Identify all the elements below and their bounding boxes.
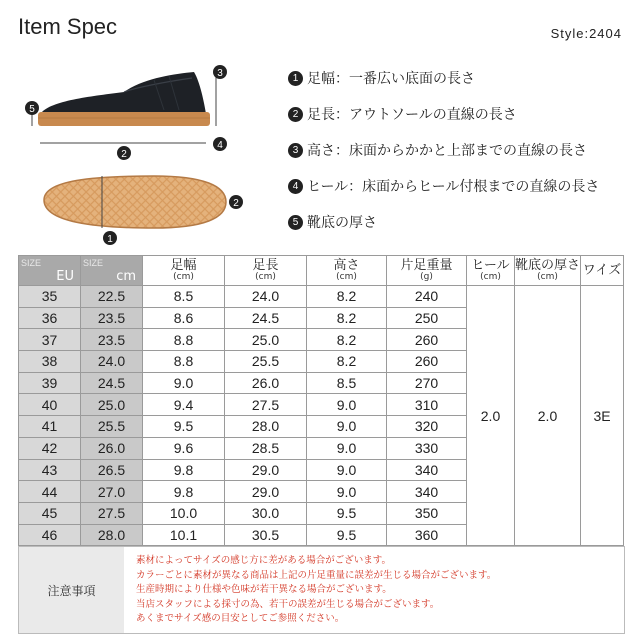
svg-text:2: 2 <box>233 198 239 209</box>
note-line: 当店スタッフによる採寸の為、若干の誤差が生じる場合がございます。 <box>136 598 440 610</box>
header-width: 足幅 (cm) <box>143 256 225 286</box>
note-line: カラーごとに素材が異なる商品は上記の片足重量に誤差が生じる場合がございます。 <box>136 569 497 581</box>
size-eu-cell: 35 <box>19 286 81 308</box>
header-size-cm: SIZE cm <box>81 256 143 286</box>
length-cell: 29.0 <box>225 459 307 481</box>
size-eu-cell: 46 <box>19 524 81 546</box>
number-3-icon: 3 <box>288 143 303 158</box>
legend-text: ヒール：床面からヒール付根までの直線の長さ <box>307 179 600 195</box>
legend-text: 靴底の厚さ <box>307 215 377 231</box>
weight-cell: 360 <box>387 524 467 546</box>
size-eu-cell: 38 <box>19 351 81 373</box>
weight-cell: 260 <box>387 351 467 373</box>
weight-cell: 340 <box>387 481 467 503</box>
svg-text:3: 3 <box>217 68 223 79</box>
size-eu-cell: 40 <box>19 394 81 416</box>
shoe-side-image <box>38 72 210 126</box>
height-cell: 9.0 <box>307 459 387 481</box>
notes-body <box>124 547 624 633</box>
height-cell: 8.2 <box>307 286 387 308</box>
table-row <box>19 286 624 308</box>
shoe-diagram <box>14 52 264 252</box>
height-cell: 8.2 <box>307 307 387 329</box>
width-cell: 8.6 <box>143 307 225 329</box>
width-cell: 10.1 <box>143 524 225 546</box>
page-title: Item Spec <box>18 14 118 39</box>
header-length: 足長 (cm) <box>225 256 307 286</box>
size-eu-cell: 42 <box>19 437 81 459</box>
width-cell: 10.0 <box>143 502 225 524</box>
svg-text:5: 5 <box>29 104 35 115</box>
width-cell: 9.5 <box>143 416 225 438</box>
size-cm-cell: 23.5 <box>81 307 143 329</box>
marker-4-icon <box>213 137 227 151</box>
height-cell: 9.0 <box>307 437 387 459</box>
marker-2-top-icon <box>117 146 131 160</box>
width-cell: 8.5 <box>143 286 225 308</box>
weight-cell: 330 <box>387 437 467 459</box>
width-cell: 8.8 <box>143 351 225 373</box>
height-cell: 9.5 <box>307 524 387 546</box>
size-eu-cell: 37 <box>19 329 81 351</box>
size-spec-table <box>18 255 624 546</box>
measurement-legend <box>288 60 633 240</box>
size-eu-cell: 41 <box>19 416 81 438</box>
length-cell: 24.5 <box>225 307 307 329</box>
legend-text: 足長：アウトソールの直線の長さ <box>307 107 517 123</box>
legend-item-width <box>288 60 633 96</box>
legend-item-height <box>288 132 633 168</box>
notes-box <box>18 546 625 634</box>
width-cell: 9.8 <box>143 481 225 503</box>
length-cell: 24.0 <box>225 286 307 308</box>
size-cm-cell: 28.0 <box>81 524 143 546</box>
size-eu-cell: 43 <box>19 459 81 481</box>
header-height: 高さ (cm) <box>307 256 387 286</box>
length-cell: 30.0 <box>225 502 307 524</box>
height-cell: 8.2 <box>307 329 387 351</box>
length-cell: 30.5 <box>225 524 307 546</box>
size-cm-cell: 26.0 <box>81 437 143 459</box>
number-1-icon: 1 <box>288 71 303 86</box>
marker-3-icon <box>213 65 227 79</box>
svg-text:4: 4 <box>217 140 223 151</box>
heel-cell: 2.0 <box>467 286 515 546</box>
height-cell: 9.5 <box>307 502 387 524</box>
legend-text: 高さ：床面からかかと上部までの直線の長さ <box>307 143 587 159</box>
height-cell: 8.2 <box>307 351 387 373</box>
length-cell: 25.5 <box>225 351 307 373</box>
width-cell: 8.8 <box>143 329 225 351</box>
size-cm-cell: 24.5 <box>81 372 143 394</box>
width-cell: 9.0 <box>143 372 225 394</box>
legend-item-heel <box>288 168 633 204</box>
header-weight: 片足重量 (g) <box>387 256 467 286</box>
size-eu-cell: 45 <box>19 502 81 524</box>
size-cm-cell: 23.5 <box>81 329 143 351</box>
length-cell: 28.5 <box>225 437 307 459</box>
height-cell: 9.0 <box>307 394 387 416</box>
size-cm-cell: 24.0 <box>81 351 143 373</box>
weight-cell: 250 <box>387 307 467 329</box>
number-4-icon: 4 <box>288 179 303 194</box>
header-heel: ヒール (cm) <box>467 256 515 286</box>
width-cell: 9.8 <box>143 459 225 481</box>
size-cm-cell: 27.0 <box>81 481 143 503</box>
marker-1-icon <box>103 231 117 245</box>
height-cell: 8.5 <box>307 372 387 394</box>
legend-item-sole <box>288 204 633 240</box>
size-cm-cell: 26.5 <box>81 459 143 481</box>
length-cell: 27.5 <box>225 394 307 416</box>
size-eu-cell: 44 <box>19 481 81 503</box>
weight-cell: 310 <box>387 394 467 416</box>
size-eu-cell: 39 <box>19 372 81 394</box>
number-5-icon: 5 <box>288 215 303 230</box>
size-eu-cell: 36 <box>19 307 81 329</box>
length-cell: 25.0 <box>225 329 307 351</box>
header-size-eu: SIZE EU <box>19 256 81 286</box>
shoe-sole-image <box>44 176 226 228</box>
legend-text: 足幅：一番広い底面の長さ <box>307 71 475 87</box>
table-header-row <box>19 256 624 286</box>
length-cell: 29.0 <box>225 481 307 503</box>
length-cell: 28.0 <box>225 416 307 438</box>
number-2-icon: 2 <box>288 107 303 122</box>
svg-text:2: 2 <box>121 149 127 160</box>
weight-cell: 340 <box>387 459 467 481</box>
wise-cell: 3E <box>581 286 624 546</box>
marker-2-side-icon <box>229 195 243 209</box>
weight-cell: 240 <box>387 286 467 308</box>
weight-cell: 270 <box>387 372 467 394</box>
marker-5-icon <box>25 101 39 115</box>
legend-item-length <box>288 96 633 132</box>
length-cell: 26.0 <box>225 372 307 394</box>
size-cm-cell: 22.5 <box>81 286 143 308</box>
size-cm-cell: 27.5 <box>81 502 143 524</box>
width-cell: 9.6 <box>143 437 225 459</box>
style-code: Style:2404 <box>550 26 622 41</box>
sole-cell: 2.0 <box>515 286 581 546</box>
width-cell: 9.4 <box>143 394 225 416</box>
weight-cell: 320 <box>387 416 467 438</box>
size-cm-cell: 25.0 <box>81 394 143 416</box>
note-line: あくまでサイズ感の目安としてご参照ください。 <box>136 613 345 624</box>
weight-cell: 260 <box>387 329 467 351</box>
header-sole: 靴底の厚さ (cm) <box>515 256 581 286</box>
header-wise: ワイズ <box>581 256 624 286</box>
svg-text:1: 1 <box>107 234 113 245</box>
note-line: 素材によってサイズの感じ方に差がある場合がございます。 <box>136 555 391 566</box>
note-line: 生産時期により仕様や色味が若干異なる場合がございます。 <box>136 584 392 595</box>
weight-cell: 350 <box>387 502 467 524</box>
height-cell: 9.0 <box>307 481 387 503</box>
notes-label: 注意事項 <box>19 547 124 633</box>
height-cell: 9.0 <box>307 416 387 438</box>
size-cm-cell: 25.5 <box>81 416 143 438</box>
